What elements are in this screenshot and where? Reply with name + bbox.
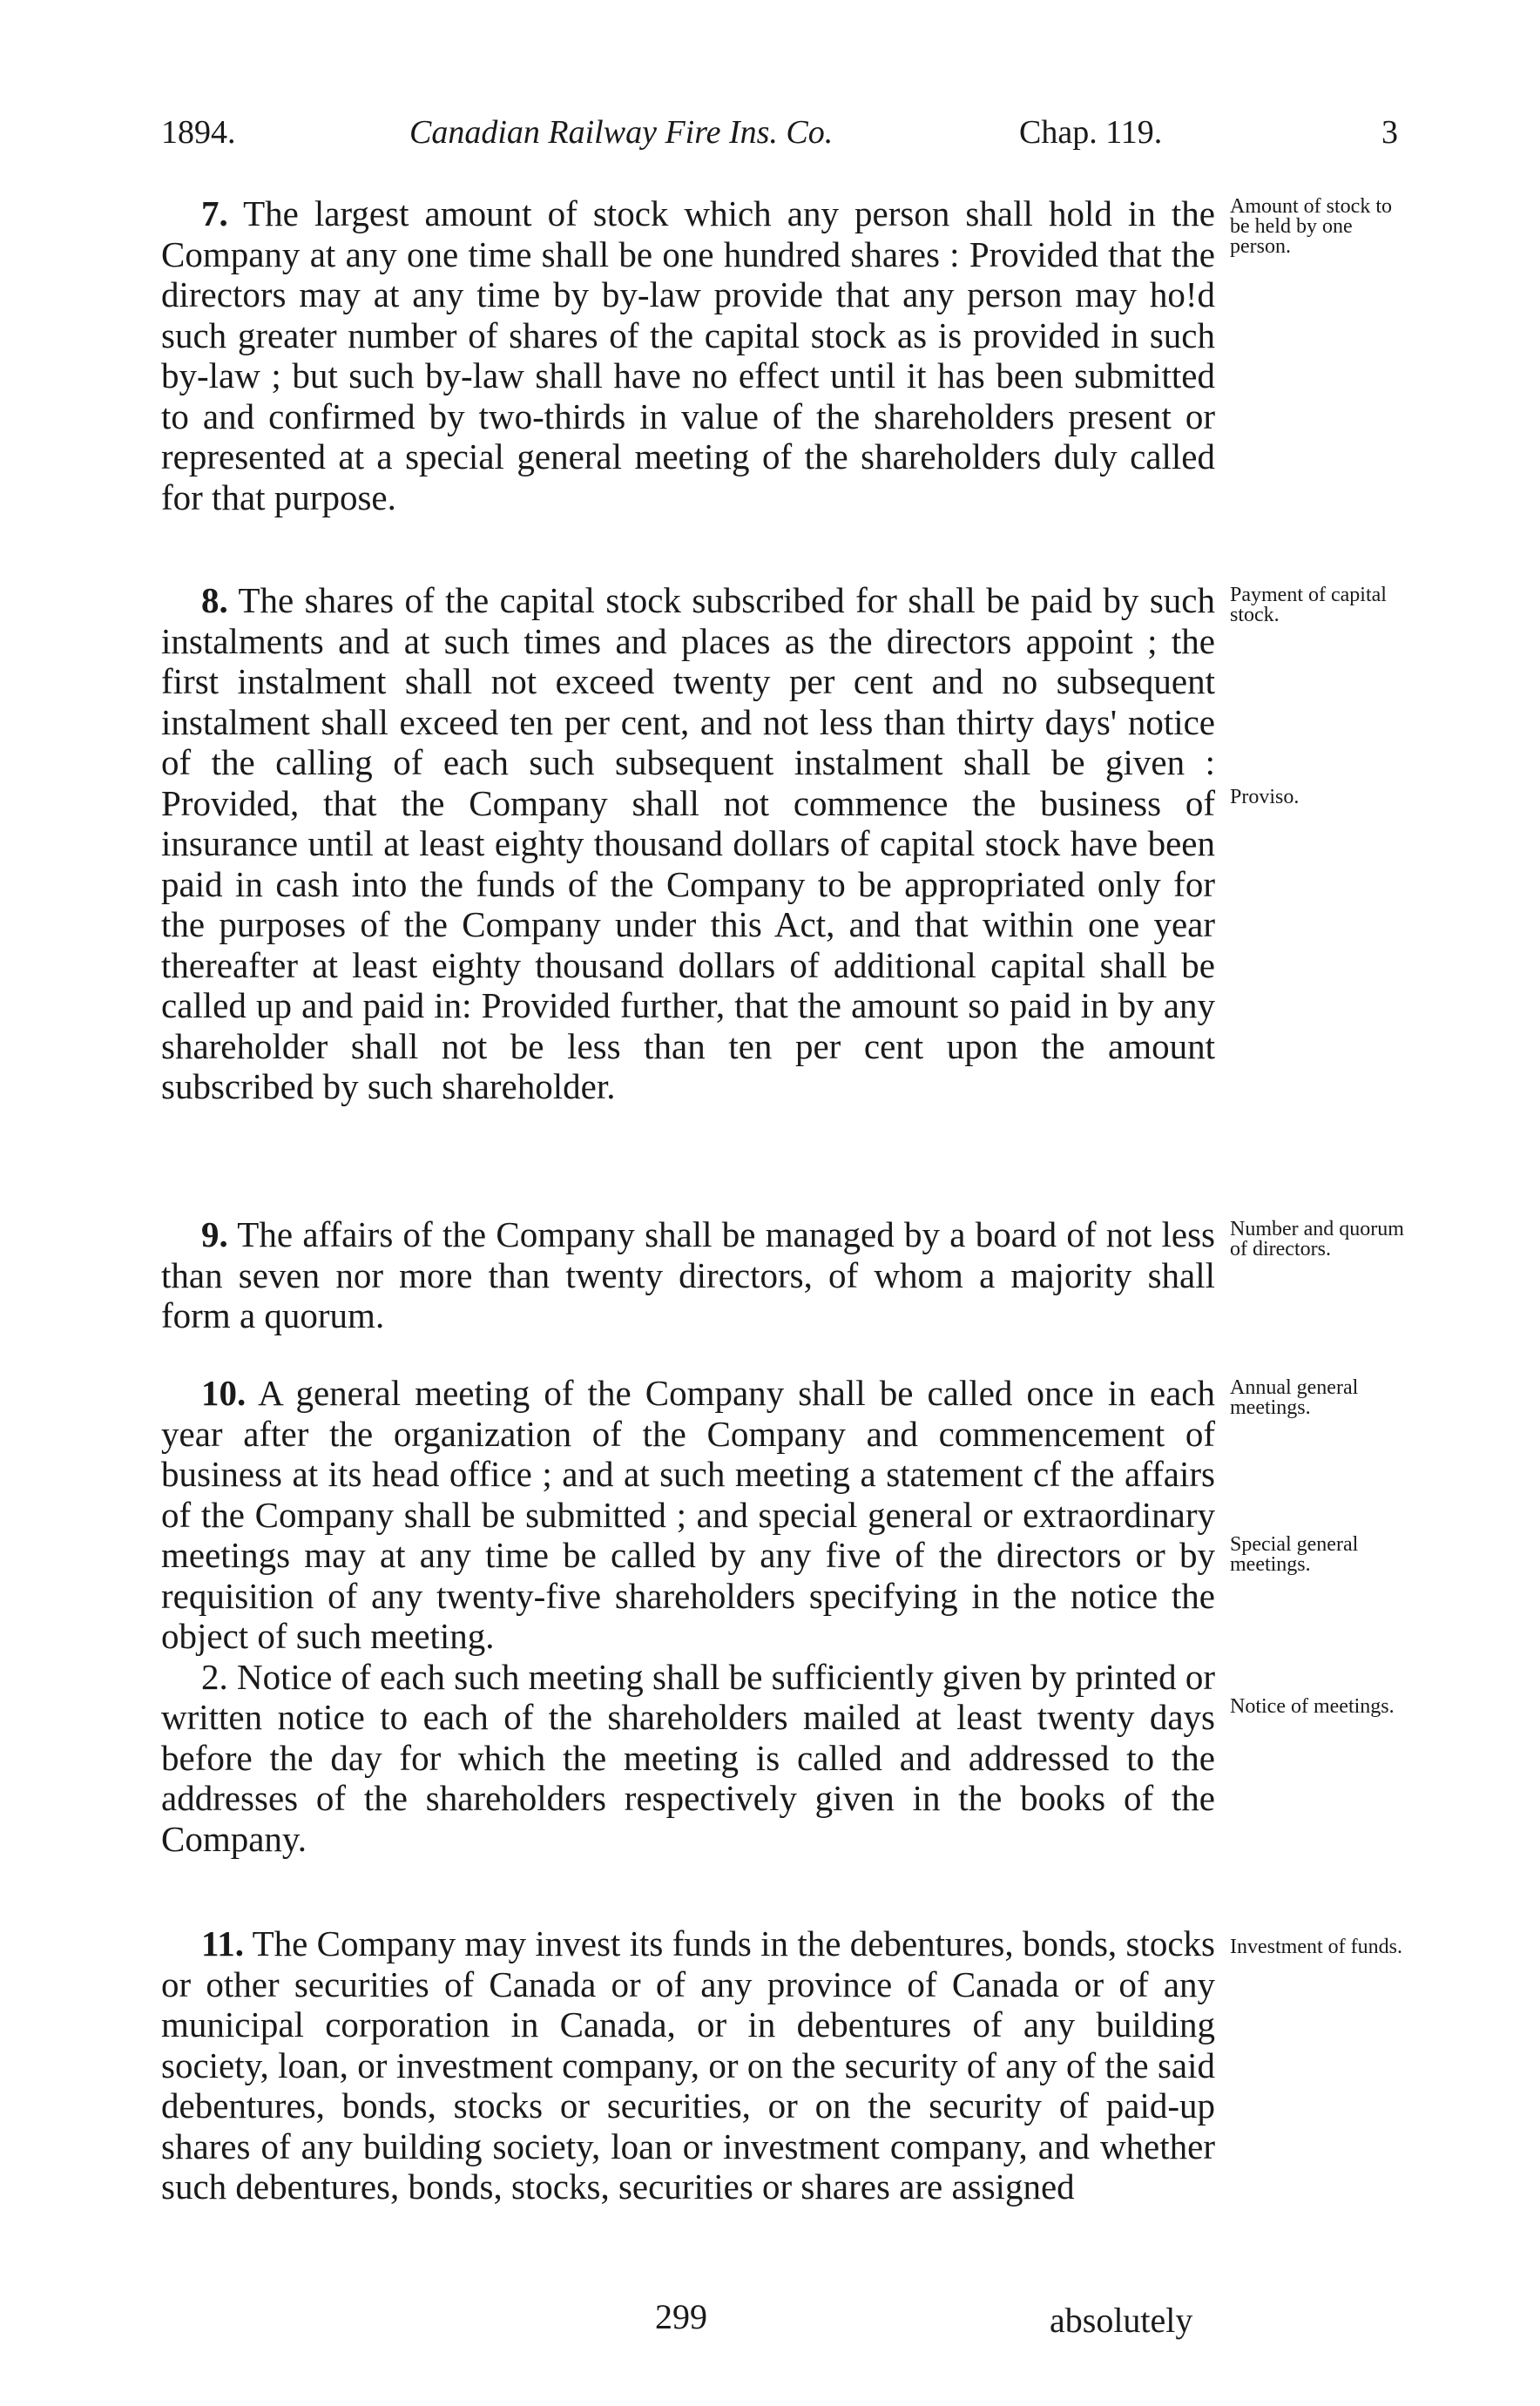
section-text: The Company may invest its funds in the debentures, bonds, stocks or other securities of Canada or of any province of Canada or of any municipal corporation in Canada, or in debentures of any building society, loan, or investment company, or on the security of any of the said debentures, bonds, stocks or securities, or on the security of paid-up shares of any building society, loan or investment company, and whether such debentures, bonds, stocks, securities or shares are assigned [161, 1923, 1215, 2207]
marginal-note: Number and quorum of directors. [1230, 1218, 1404, 1260]
marginal-note: Notice of meetings. [1230, 1695, 1395, 1718]
section-text: A general meeting of the Company shall be called once in each year after the organization of the Company and commencement of business at its head office ; and at such meeting a statement cf the affairs of the Company shall be submitted ; and special general or extraordinary meetings may at any time be called by any five of the directors or by requisition of any twenty-five shareholders specifying in the notice the object of such meeting. [161, 1373, 1215, 1656]
section-number: 8. [201, 580, 228, 620]
subsection-paragraph [161, 1657, 1215, 1860]
section-text: The affairs of the Company shall be managed by a board of not less than seven nor more than twenty directors, of whom a majority shall form a quorum. [161, 1214, 1216, 1335]
marginal-note: Investment of funds. [1230, 1936, 1402, 1958]
header-title: Canadian Railway Fire Ins. Co. [409, 114, 834, 151]
section-paragraph [161, 1923, 1215, 2207]
section-number: 7. [201, 193, 228, 233]
section-7 [161, 193, 1215, 517]
section-10 [161, 1373, 1215, 1859]
marginal-note: Payment of capital stock. [1230, 584, 1387, 626]
header-year: 1894. [161, 114, 236, 151]
header-chapter: Chap. 119. [1019, 114, 1163, 151]
section-text: The shares of the capital stock subscribed for shall be paid by such instalments and at such times and places as the directors appoint ; the first instalment shall not exceed twenty per cent and no subsequent instalment shall exceed ten per cent, and not less than thirty days' notice of the calling of each such subsequent instalment shall be given : Provided, that the Company shall not commence the business of insurance until at least eighty thousand dollars of capital stock have been paid in cash into the funds of the Company to be appropriated only for the purposes of the Company under this Act, and that within one year thereafter at least eighty thousand dollars of additional capital shall be called up and paid in: Provided further, that the amount so paid in by any shareholder shall not be less than ten per cent upon the amount subscribed by such shareholder. [161, 580, 1215, 1106]
section-paragraph [161, 1214, 1215, 1336]
marginal-note: Proviso. [1230, 786, 1300, 808]
header-page-number: 3 [1381, 114, 1398, 151]
section-text: 2. Notice of each such meeting shall be sufficiently given by printed or written notice to each of the shareholders mailed at least twenty days before the day for which the meeting is called and addressed to the addresses of the shareholders respectively given in the books of the Company. [161, 1656, 1215, 1859]
section-paragraph [161, 580, 1215, 1107]
section-number: 11. [201, 1923, 244, 1963]
marginal-note: Amount of stock to be held by one person. [1230, 195, 1392, 258]
section-paragraph [161, 193, 1215, 517]
section-8 [161, 580, 1215, 1107]
section-11 [161, 1923, 1215, 2207]
footer-page-number: 299 [655, 2297, 707, 2336]
section-number: 10. [201, 1373, 247, 1413]
section-9 [161, 1214, 1215, 1336]
section-number: 9. [201, 1214, 228, 1254]
section-text: The largest amount of stock which any person shall hold in the Company at any one time shall be one hundred shares : Provided that the directors may at any time by by-law provide that any person may ho!d such greater number of shares of the capital stock as is provided in such by-law ; but such by-law shall have no effect until it has been submitted to and confirmed by two-thirds in value of the shareholders present or represented at a special general meeting of the shareholders duly called for that purpose. [161, 193, 1215, 517]
marginal-note: Annual general meetings. [1230, 1376, 1359, 1419]
section-paragraph [161, 1373, 1215, 1657]
footer-catchword: absolutely [1050, 2301, 1193, 2340]
marginal-note: Special general meetings. [1230, 1533, 1359, 1576]
running-header [161, 113, 1398, 166]
